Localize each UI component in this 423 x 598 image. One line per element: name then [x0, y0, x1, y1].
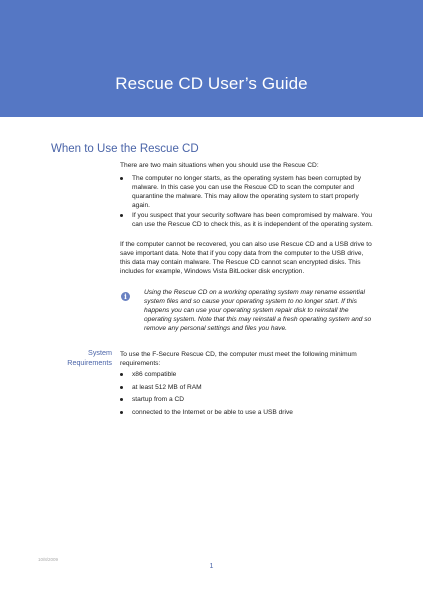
list-item: startup from a CD: [120, 395, 375, 404]
bullet-icon: [120, 398, 123, 401]
system-requirements-label: System Requirements: [67, 348, 112, 367]
section-intro: There are two main situations when you should use the Rescue CD:: [120, 162, 319, 169]
requirements-list: [120, 370, 375, 420]
bullet-icon: [120, 214, 123, 217]
list-item: If you suspect that your security software has been compromised by malware. You can use the Rescue CD to check this, as it is independent of the operating system.: [120, 211, 375, 229]
section-title: When to Use the Rescue CD: [51, 143, 199, 155]
list-item: The computer no longer starts, as the operating system has been corrupted by malware. In this case you can use the Rescue CD to scan the computer and quarantine the malware. This may allow the operating system to start properly again.: [120, 174, 375, 210]
document-title: Rescue CD User’s Guide: [115, 74, 308, 93]
page-number: 1: [209, 563, 214, 570]
bullet-icon: [120, 386, 123, 389]
info-icon: i: [121, 292, 130, 301]
warning-note: Using the Rescue CD on a working operating system may rename essential system files and so cause your operating system to no longer start. If this happens you can use your operating system repair disk to reinstall the operating system. Note that this may reinstall a fresh operating system and so remove any personal settings and files you have.: [144, 289, 372, 332]
list-item: x86 compatible: [120, 370, 375, 379]
bullet-icon: [120, 177, 123, 180]
recovery-paragraph: If the computer cannot be recovered, you can also use Rescue CD and a USB drive to save important data. Note that if you copy data from the computer to the USB drive, this data may contain malware. The Rescue CD cannot scan encrypted disks. This includes for example, Windows Vista BitLocker disk encryption.: [120, 241, 372, 275]
list-item: at least 512 MB of RAM: [120, 383, 375, 392]
bullet-icon: [120, 411, 123, 414]
list-item: connected to the Internet or be able to use a USB drive: [120, 408, 375, 417]
situations-list: [120, 174, 375, 230]
header-banner: [0, 0, 423, 117]
requirements-intro: To use the F-Secure Rescue CD, the computer must meet the following minimum requirements:: [120, 351, 357, 367]
bullet-icon: [120, 373, 123, 376]
footer-date: 10/8/2009: [38, 557, 59, 562]
